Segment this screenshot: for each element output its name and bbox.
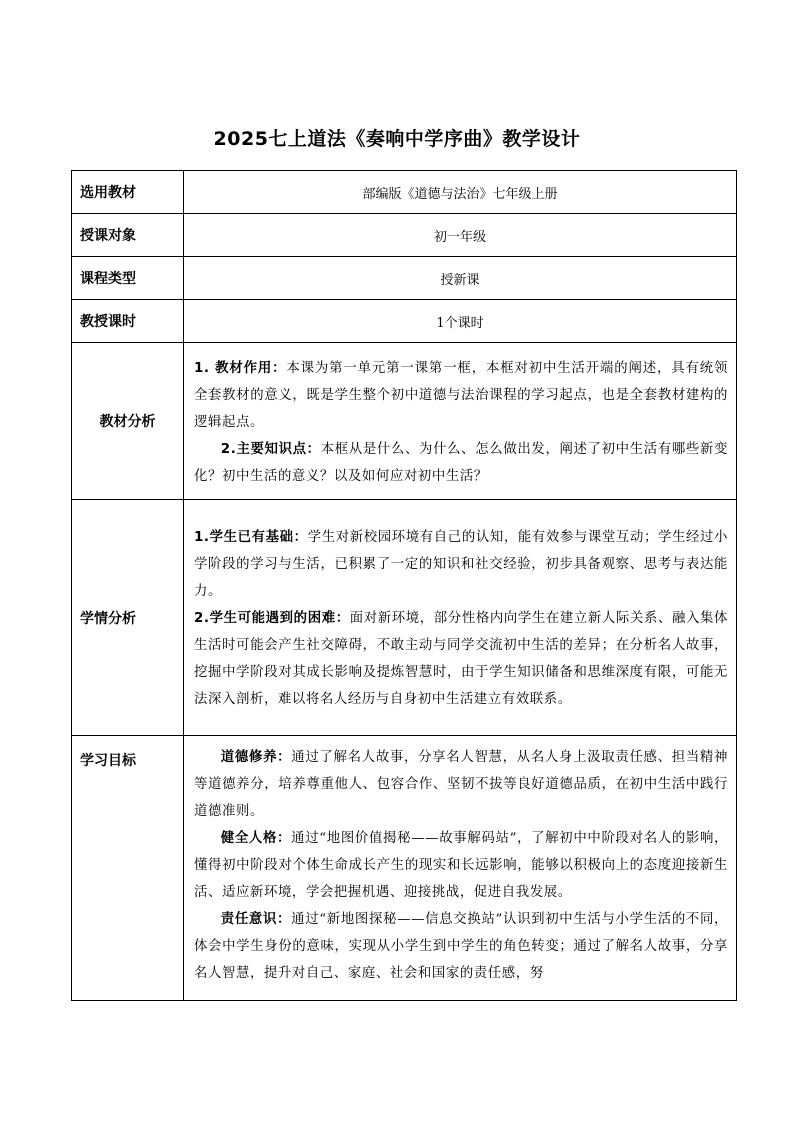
value-hours: 1个课时 [184,300,737,343]
learning-goals-text [184,736,737,1001]
learner-analysis-p2-heading: 2.学生可能遇到的困难： [194,611,350,626]
document-title: 2025七上道法《奏响中学序曲》教学设计 [213,128,581,150]
material-analysis-p1-heading: 1. 教材作用： [194,360,287,376]
label-material-analysis: 教材分析 [72,343,184,500]
row-textbook [72,171,737,214]
learner-analysis-p2-body: 面对新环境，部分性格内向学生在建立新人际关系、融入集体生活时可能会产生社交障碍，不敢主动与同学交流初中生活的差异；在分析名人故事，挖掘中学阶段对其成长影响及提炼智慧时，由于学生知识储备和思维深度有限，可能无法深入剖析，难以将名人经历与自身初中生活建立有效联系。 [194,611,728,707]
learning-goal-1-body: 通过了解名人故事，分享名人智慧，从名人身上汲取责任感、担当精神等道德养分，培养尊重他人、包容合作、坚韧不拔等良好道德品质，在初中生活中践行道德准则。 [194,750,728,819]
material-analysis-p2-heading: 2.主要知识点： [220,441,321,457]
learning-goal-2-body: 通过“地图价值揭秘——故事解码站”，了解初中中阶段对名人的影响，懂得初中阶段对个体生命成长产生的现实和长远影响，能够以积极向上的态度迎接新生活、适应新环境，学会把握机遇、迎接挑战，促进自我发展。 [194,831,729,900]
learning-goal-3 [194,906,728,987]
learner-analysis-text [184,500,737,736]
learner-analysis-p2 [194,605,728,713]
row-learning-goals [72,736,737,1001]
learning-goal-2 [194,825,728,906]
material-analysis-p1-body: 本课为第一单元第一课第一框，本框对初中生活开端的阐述，具有统领全套教材的意义，既是学生整个初中道德与法治课程的学习起点，也是全套教材建构的逻辑起点。 [194,360,728,430]
learner-analysis-p1 [194,524,728,605]
learning-goal-3-body: 通过“新地图探秘——信息交换站”认识到初中生活与小学生活的不同，体会中学生身份的意味，实现从小学生到中学生的角色转变；通过了解名人故事，分享名人智慧，提升对自己、家庭、社会和国家的责任感，努 [194,912,729,981]
material-analysis-p2 [194,436,728,490]
learning-goal-3-heading: 责任意识： [220,912,292,927]
row-material-analysis [72,343,737,500]
value-audience: 初一年级 [184,214,737,257]
label-learner-analysis: 学情分析 [72,500,184,736]
material-analysis-p1 [194,355,728,436]
row-course-type [72,257,737,300]
learner-analysis-p1-heading: 1.学生已有基础： [194,530,308,545]
label-hours: 教授课时 [72,300,184,343]
learning-goal-1 [194,744,728,825]
value-textbook: 部编版《道德与法治》七年级上册 [184,171,737,214]
row-hours [72,300,737,343]
material-analysis-p2-body: 本框从是什么、为什么、怎么做出发，阐述了初中生活有哪些新变化？初中生活的意义？以及如何应对初中生活？ [194,441,728,484]
learner-analysis-p1-body: 学生对新校园环境有自己的认知，能有效参与课堂互动；学生经过小学阶段的学习与生活，已积累了一定的知识和社交经验，初步具备观察、思考与表达能力。 [194,530,728,599]
label-course-type: 课程类型 [72,257,184,300]
label-learning-goals: 学习目标 [72,736,184,1001]
row-learner-analysis [72,500,737,736]
lesson-design-table [71,170,737,1001]
row-audience [72,214,737,257]
learning-goal-2-heading: 健全人格： [220,831,292,846]
value-course-type: 授新课 [184,257,737,300]
learning-goal-1-heading: 道德修养： [220,750,292,765]
label-textbook: 选用教材 [72,171,184,214]
material-analysis-text [184,343,737,500]
label-audience: 授课对象 [72,214,184,257]
